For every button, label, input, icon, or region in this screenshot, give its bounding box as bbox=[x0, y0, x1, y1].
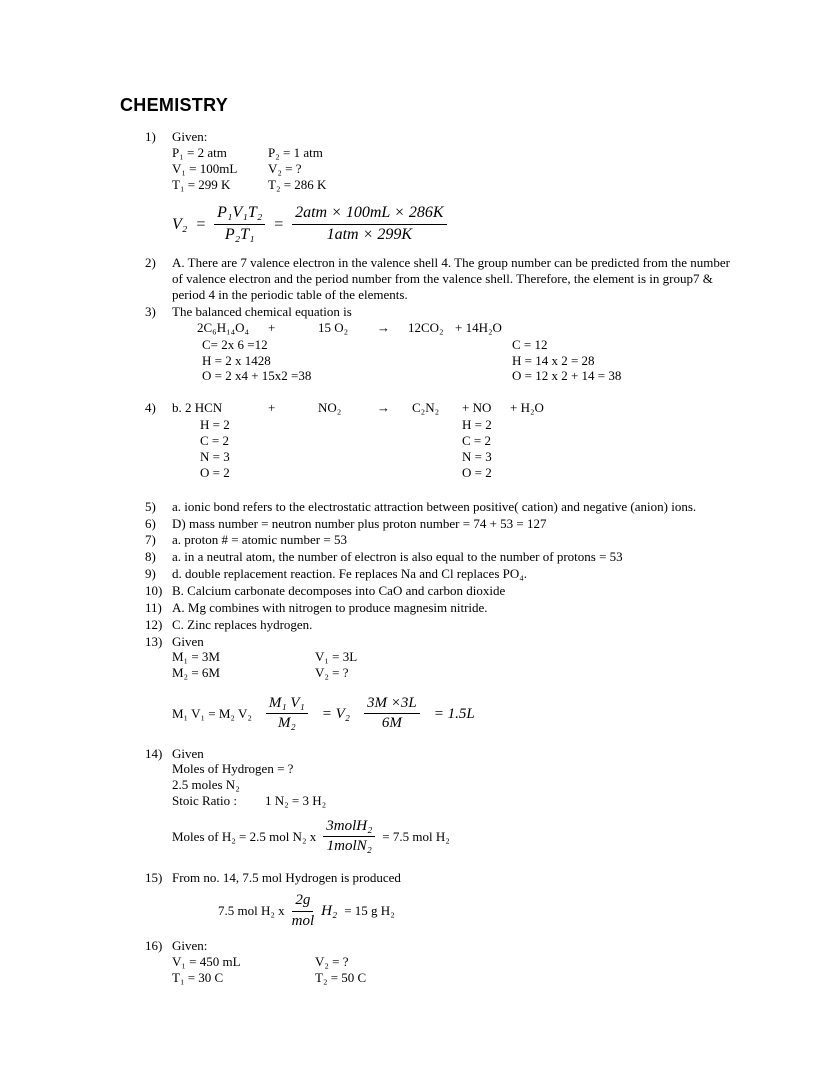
given-cell: V₂ = ? bbox=[315, 953, 349, 969]
fraction-numerator: 2g bbox=[292, 892, 313, 911]
item-number: 10) bbox=[145, 582, 163, 598]
chemical-equation bbox=[172, 320, 738, 337]
question-7 bbox=[120, 532, 738, 548]
given-cell: P₂ = 1 atm bbox=[268, 144, 323, 160]
equation-moles bbox=[172, 818, 738, 856]
chemical-equation bbox=[172, 400, 738, 417]
fraction-numerator: P₁V₁T₂ bbox=[214, 204, 265, 224]
ratio-value: 1 N₂ = 3 H₂ bbox=[265, 793, 327, 809]
given-cell: T₂ = 50 C bbox=[315, 969, 367, 985]
item-number: 13) bbox=[145, 633, 163, 649]
given-cell: T₁ = 299 K bbox=[172, 176, 231, 192]
atom-tally-row bbox=[172, 368, 738, 384]
reactant: NO₂ bbox=[318, 400, 342, 416]
tally-right: O = 12 x 2 + 14 = 38 bbox=[512, 368, 622, 384]
fraction-numeric bbox=[364, 695, 420, 733]
item-number: 5) bbox=[145, 498, 156, 514]
document-content bbox=[120, 95, 738, 987]
ratio-label: Stoic Ratio : bbox=[172, 793, 237, 809]
fraction-numeric bbox=[292, 204, 446, 244]
item-number: 16) bbox=[145, 937, 163, 953]
equation-lhs: V₂ bbox=[172, 215, 188, 233]
given-cell: V₂ = ? bbox=[315, 665, 349, 681]
tally-right: C = 2 bbox=[462, 433, 492, 449]
fraction-denominator: mol bbox=[291, 912, 315, 929]
item-number: 7) bbox=[145, 532, 156, 548]
given-cell: V₁ = 100mL bbox=[172, 160, 238, 176]
equation-mass bbox=[218, 892, 738, 930]
equation-result: = 7.5 mol H₂ bbox=[382, 828, 450, 844]
question-5 bbox=[120, 499, 738, 515]
given-cell: P₁ = 2 atm bbox=[172, 144, 227, 160]
question-16 bbox=[120, 938, 738, 986]
product: + H₂O bbox=[510, 400, 544, 416]
given-label: Given bbox=[172, 745, 204, 761]
tally-left: C = 2 bbox=[200, 433, 230, 449]
tally-left: O = 2 x4 + 15x2 =38 bbox=[202, 368, 312, 384]
given-values bbox=[172, 649, 357, 681]
fraction-symbolic bbox=[266, 695, 308, 733]
plus-sign: + bbox=[268, 319, 276, 335]
given-label: Given: bbox=[172, 937, 208, 953]
answer-text: a. ionic bond refers to the electrostatic attraction between positive( cation) and negative (anion) ions. bbox=[172, 498, 697, 514]
product: + 14H₂O bbox=[455, 319, 502, 335]
item-number: 6) bbox=[145, 515, 156, 531]
question-6 bbox=[120, 516, 738, 532]
item-number: 9) bbox=[145, 566, 156, 582]
answer-text: C. Zinc replaces hydrogen. bbox=[172, 616, 313, 632]
question-10 bbox=[120, 583, 738, 599]
item-number: 3) bbox=[145, 303, 156, 319]
question-13-body bbox=[172, 634, 738, 745]
question-8 bbox=[120, 549, 738, 565]
fraction-numerator: M₁ V₁ bbox=[266, 695, 308, 714]
question-1 bbox=[120, 129, 738, 254]
question-14-body bbox=[172, 746, 738, 869]
given-label: Given: bbox=[172, 129, 208, 144]
answer-text: D) mass number = neutron number plus proton number = 74 + 53 = 127 bbox=[172, 515, 547, 531]
question-15 bbox=[120, 870, 738, 937]
given-values bbox=[172, 145, 326, 193]
fraction-numerator: 3M ×3L bbox=[364, 695, 420, 714]
given-cell: V₁ = 3L bbox=[315, 649, 358, 665]
atom-tally-row bbox=[172, 465, 738, 481]
product: C₂N₂ bbox=[412, 400, 440, 416]
equals-sign: = bbox=[273, 215, 285, 233]
given-cell: V₂ = ? bbox=[268, 160, 302, 176]
equals-sign: = bbox=[195, 215, 207, 233]
atom-tally-row bbox=[172, 353, 738, 369]
question-3-body bbox=[172, 304, 738, 384]
fraction-numerator: 3molH₂ bbox=[323, 818, 375, 837]
plus-sign: + bbox=[268, 400, 276, 416]
equation-label: The balanced chemical equation is bbox=[172, 303, 352, 319]
equation-dilution bbox=[172, 695, 738, 733]
fraction-numerator: 2atm × 100mL × 286K bbox=[292, 204, 446, 224]
given-cell: M₂ = 6M bbox=[172, 665, 220, 681]
reactant: b. 2 HCN bbox=[172, 400, 223, 416]
tally-left: O = 2 bbox=[200, 464, 230, 480]
tally-right: H = 14 x 2 = 28 bbox=[512, 352, 595, 368]
given-values bbox=[172, 954, 366, 986]
tally-left: H = 2 bbox=[200, 417, 230, 433]
fraction-denominator: M₂ bbox=[277, 715, 296, 732]
fraction-denominator: 6M bbox=[381, 715, 402, 732]
product: + NO bbox=[462, 400, 492, 416]
fraction-denominator: 1molN₂ bbox=[326, 838, 372, 855]
given-cell: V₁ = 450 mL bbox=[172, 953, 241, 969]
question-12 bbox=[120, 617, 738, 633]
atom-tally-row bbox=[172, 449, 738, 465]
given-line: 2.5 moles N₂ bbox=[172, 777, 240, 793]
answer-text: a. proton # = atomic number = 53 bbox=[172, 532, 347, 548]
given-cell: T₂ = 286 K bbox=[268, 176, 327, 192]
question-16-body bbox=[172, 938, 738, 986]
answer-text: From no. 14, 7.5 mol Hydrogen is produced bbox=[172, 869, 401, 885]
question-2 bbox=[120, 255, 738, 303]
equation-result: = 1.5L bbox=[433, 705, 475, 722]
equation-statement: Moles of H₂ = 2.5 mol N₂ x bbox=[172, 828, 317, 844]
given-cell: T₁ = 30 C bbox=[172, 969, 224, 985]
fraction-denominator: 1atm × 299K bbox=[326, 225, 413, 243]
tally-right: O = 2 bbox=[462, 464, 492, 480]
equation-gas-law bbox=[172, 204, 738, 244]
answer-text: A. There are 7 valence electron in the valence shell 4. The group number can be predicted from the number of valence electron and the period number from the valence shell. Therefore, the element is in group7 & period 4 in the periodic table of the elements. bbox=[172, 255, 730, 302]
question-14 bbox=[120, 746, 738, 869]
question-3 bbox=[120, 304, 738, 384]
question-15-body bbox=[172, 870, 738, 937]
item-number: 14) bbox=[145, 745, 163, 761]
equation-result: = 15 g H₂ bbox=[344, 903, 395, 919]
item-number: 15) bbox=[145, 869, 163, 885]
fraction-molar-mass bbox=[292, 892, 315, 930]
question-1-body bbox=[172, 129, 738, 254]
item-number: 4) bbox=[145, 400, 156, 416]
answer-text: B. Calcium carbonate decomposes into CaO and carbon dioxide bbox=[172, 582, 506, 598]
equation-statement: M₁ V₁ = M₂ V₂ bbox=[172, 705, 252, 721]
fraction-symbolic bbox=[214, 204, 265, 244]
tally-left: C= 2x 6 =12 bbox=[202, 336, 268, 352]
reactant: 15 O₂ bbox=[318, 319, 349, 335]
answer-text: a. in a neutral atom, the number of electron is also equal to the number of protons = 53 bbox=[172, 549, 623, 565]
item-number: 1) bbox=[145, 129, 156, 144]
equals-term: = V₂ bbox=[321, 705, 350, 722]
item-number: 2) bbox=[145, 255, 156, 271]
atom-tally-row bbox=[172, 433, 738, 449]
tally-right: C = 12 bbox=[512, 336, 548, 352]
given-label: Given bbox=[172, 633, 204, 649]
tally-left: N = 3 bbox=[200, 448, 230, 464]
item-number: 8) bbox=[145, 549, 156, 565]
tally-right: H = 2 bbox=[462, 417, 492, 433]
page-title: CHEMISTRY bbox=[120, 95, 229, 115]
atom-tally-row bbox=[172, 417, 738, 433]
question-4-body bbox=[172, 400, 738, 480]
reactant: 2C₆H₁₄O₄ bbox=[197, 319, 250, 335]
answer-text: A. Mg combines with nitrogen to produce magnesim nitride. bbox=[172, 599, 488, 615]
item-number: 12) bbox=[145, 616, 163, 632]
question-13 bbox=[120, 634, 738, 745]
fraction-ratio bbox=[323, 818, 375, 856]
equation-statement: 7.5 mol H₂ x bbox=[218, 903, 285, 919]
stoichiometric-ratio bbox=[172, 793, 738, 809]
substance-term: H₂ bbox=[321, 903, 338, 920]
tally-right: N = 3 bbox=[462, 448, 492, 464]
given-cell: M₁ = 3M bbox=[172, 649, 220, 665]
product: 12CO₂ bbox=[408, 319, 444, 335]
question-11 bbox=[120, 600, 738, 616]
reaction-arrow: → bbox=[377, 400, 390, 416]
answer-text: d. double replacement reaction. Fe replaces Na and Cl replaces PO₄. bbox=[172, 566, 528, 582]
question-9 bbox=[120, 566, 738, 582]
fraction-denominator: P₂T₁ bbox=[224, 225, 255, 243]
question-4 bbox=[120, 400, 738, 480]
reaction-arrow: → bbox=[377, 319, 390, 335]
atom-tally-row bbox=[172, 337, 738, 353]
given-line: Moles of Hydrogen = ? bbox=[172, 761, 294, 777]
item-number: 11) bbox=[145, 599, 162, 615]
tally-left: H = 2 x 1428 bbox=[202, 352, 271, 368]
